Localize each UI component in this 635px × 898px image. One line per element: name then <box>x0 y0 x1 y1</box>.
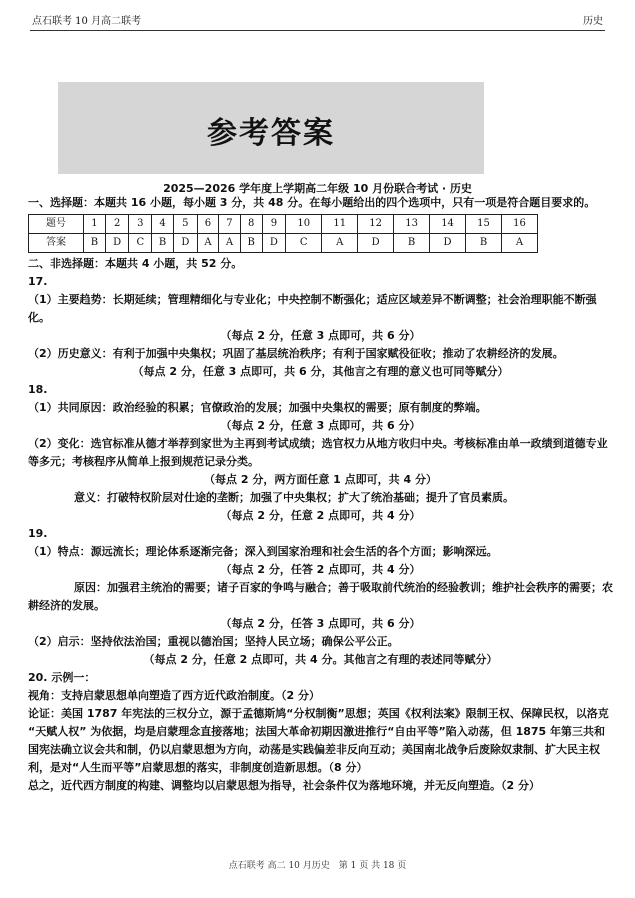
q18-part1-score: （每点 2 分，任意 3 点即可，共 6 分） <box>220 419 421 432</box>
header-subject: 历史 <box>583 16 603 27</box>
page-footer: 点石联考 高二 10 月历史 第 1 页 共 18 页 <box>228 861 407 871</box>
answer-cell: D <box>105 234 129 253</box>
q17-number: 17. <box>28 275 48 288</box>
q19-part1-score: （每点 2 分，任答 2 点即可，共 4 分） <box>220 563 421 576</box>
q17-part1: （1）主要趋势：长期延续；管理精细化与专业化；中央控制不断强化；适应区域差异不断调整；社会治理职能不断强化。 <box>28 293 597 324</box>
answer-cell: A <box>501 234 537 253</box>
banner-title: 参考答案 <box>207 116 335 151</box>
answer-cell: B <box>83 234 105 253</box>
question-number: 12 <box>358 215 394 234</box>
question-number: 14 <box>430 215 466 234</box>
q18-part2-score: （每点 2 分，两方面任意 1 点即可，共 4 分） <box>204 473 437 486</box>
q19-number: 19. <box>28 527 48 540</box>
q20-view: 视角：支持启蒙思想单向塑造了西方近代政治制度。（2 分） <box>28 689 320 702</box>
answer-content <box>28 194 613 795</box>
question-number: 2 <box>105 215 129 234</box>
question-number: 3 <box>129 215 152 234</box>
answer-cell: A <box>219 234 241 253</box>
q18-part2: （2）变化：选官标准从德才举荐到家世为主再到考试成绩；选官权力从地方收归中央。考核标准由单一政绩到道德专业等多元；考核程序从简单上报到规范记录分类。 <box>28 437 608 468</box>
q18-part3-score: （每点 2 分，任意 2 点即可，共 4 分） <box>220 509 421 522</box>
answer-cell: B <box>394 234 430 253</box>
question-number: 5 <box>174 215 198 234</box>
answer-cell: D <box>174 234 198 253</box>
answer-cell: D <box>262 234 286 253</box>
q20-summary: 总之，近代西方制度的构建、调整均以启蒙思想为指导，社会条件仅为落地环境，并无反向塑造。（2 分） <box>28 779 540 792</box>
section2-heading: 二、非选择题：本题共 4 小题，共 52 分。 <box>28 257 243 270</box>
question-number: 10 <box>286 215 322 234</box>
question-number: 9 <box>262 215 286 234</box>
answer-table <box>28 214 538 253</box>
row-label-question: 题号 <box>29 215 84 234</box>
exam-title: 2025—2026 学年度上学期高二年级 10 月份联合考试 · 历史 <box>163 182 472 195</box>
question-number: 8 <box>240 215 262 234</box>
answer-cell: D <box>358 234 394 253</box>
q17-part2: （2）历史意义：有利于加强中央集权；巩固了基层统治秩序；有利于国家赋役征收；推动了农耕经济的发展。 <box>28 347 564 360</box>
header-left-text: 点石联考 10 月高二联考 <box>32 16 142 27</box>
q19-part2-score: （每点 2 分，任答 3 点即可，共 6 分） <box>220 617 421 630</box>
q19-part2: 原因：加强君主统治的需要；诸子百家的争鸣与融合；善于吸取前代统治的经验教训；维护社会秩序的需要；农耕经济的发展。 <box>28 581 613 612</box>
answer-cell: B <box>466 234 502 253</box>
q17-part2-score: （每点 2 分，任意 3 点即可，共 6 分，其他言之有理的意义也可同等赋分） <box>132 365 509 378</box>
question-number: 1 <box>83 215 105 234</box>
q19-part3-score: （每点 2 分，任意 2 点即可，共 4 分。其他言之有理的表述同等赋分） <box>143 653 498 666</box>
answer-cell: D <box>430 234 466 253</box>
answer-row <box>29 234 538 253</box>
question-number: 7 <box>219 215 241 234</box>
question-number-row <box>29 215 538 234</box>
q19-part3: （2）启示：坚持依法治国；重视以德治国；坚持人民立场；确保公平公正。 <box>28 635 399 648</box>
row-label-answer: 答案 <box>29 234 84 253</box>
question-number: 6 <box>197 215 219 234</box>
q18-number: 18. <box>28 383 48 396</box>
q20-argument: 论证：美国 1787 年宪法的三权分立，源于孟德斯鸠“分权制衡”思想；英国《权利法案》限制王权、保障民权，以洛克 “天赋人权” 为依据，均是启蒙理念直接落地；法国大革命初期因激进推行“自由平等”陷入动荡，但 1875 年第三共和国宪法确立议会共和制，仍以启蒙思想为方向，动荡是实践偏差非反向互动；美国南北战争后废除奴隶制、扩大民主权利，是对“人生而平等”启蒙思想的落实，非制度创造新思想。（8 分） <box>28 707 609 774</box>
question-number: 11 <box>322 215 358 234</box>
q19-part1: （1）特点：源远流长；理论体系逐渐完备；深入到国家治理和社会生活的各个方面；影响深远。 <box>28 545 498 558</box>
q20-number: 20. 示例一： <box>28 671 96 684</box>
question-number: 4 <box>152 215 174 234</box>
q17-part1-score: （每点 2 分，任意 3 点即可，共 6 分） <box>220 329 421 342</box>
section1-heading: 一、选择题：本题共 16 小题，每小题 3 分，共 48 分。在每小题给出的四个选项中，只有一项是符合题目要求的。 <box>28 196 596 209</box>
answer-cell: A <box>197 234 219 253</box>
answer-cell: B <box>152 234 174 253</box>
answer-cell: B <box>240 234 262 253</box>
question-number: 16 <box>501 215 537 234</box>
answer-cell: C <box>129 234 152 253</box>
q18-part1: （1）共同原因：政治经验的积累；官僚政治的发展；加强中央集权的需要；原有制度的弊端。 <box>28 401 487 414</box>
title-banner <box>58 82 484 174</box>
question-number: 15 <box>466 215 502 234</box>
q18-part3: 意义：打破特权阶层对仕途的垄断；加强了中央集权；扩大了统治基础；提升了官员素质。 <box>74 491 514 504</box>
question-number: 13 <box>394 215 430 234</box>
page-header <box>30 10 605 31</box>
answer-cell: A <box>322 234 358 253</box>
answer-cell: C <box>286 234 322 253</box>
